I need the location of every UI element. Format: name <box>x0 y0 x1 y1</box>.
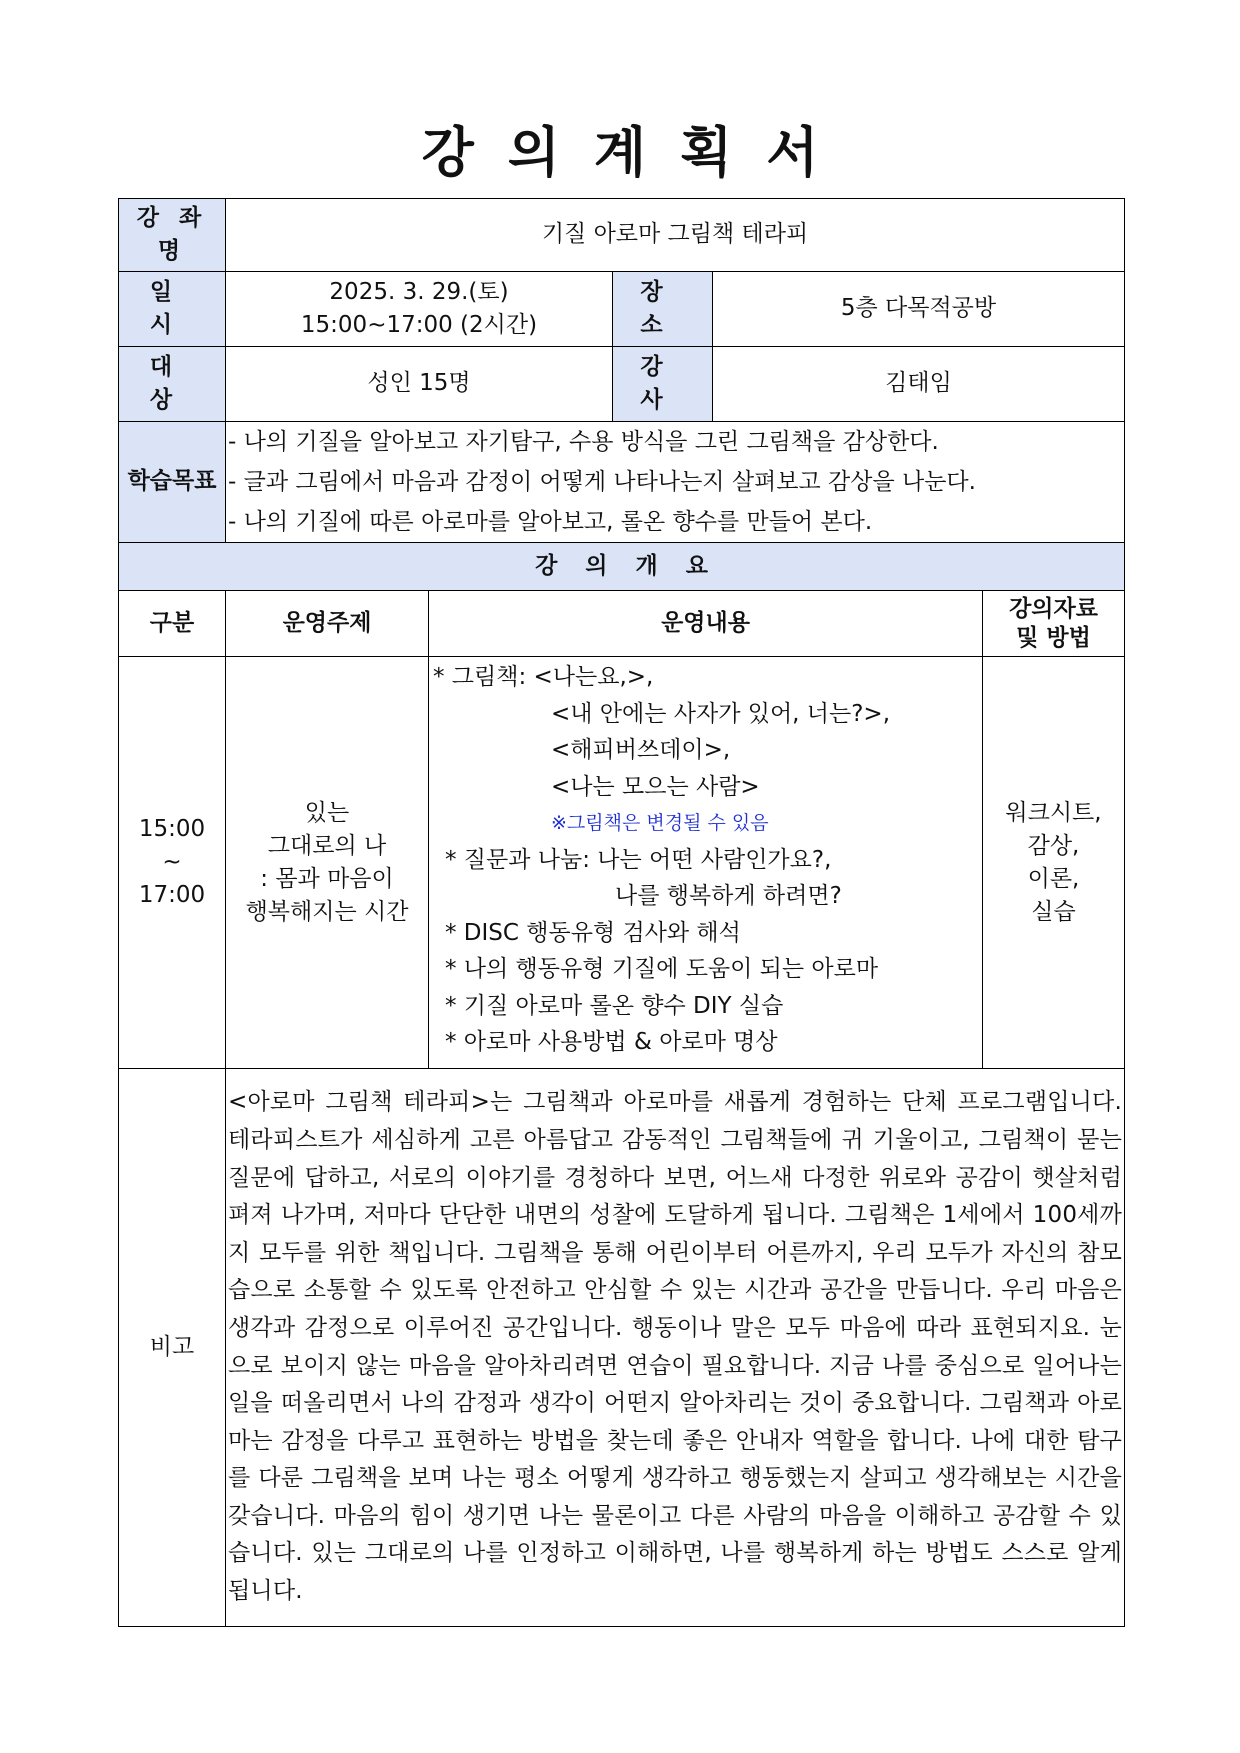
goal-item: - 나의 기질을 알아보고 자기탐구, 수용 방식을 그린 그림책을 감상한다. <box>228 429 939 455</box>
instructor-label: 강 사 <box>613 347 713 422</box>
content-bullet: * 나의 행동유형 기질에 도움이 되는 아로마 <box>445 956 879 982</box>
overview-column-header-row <box>119 591 1125 657</box>
goals-list <box>226 422 1125 543</box>
course-row <box>119 199 1125 272</box>
goal-item: - 나의 기질에 따른 아로마를 알아보고, 롤온 향수를 만들어 본다. <box>228 509 873 535</box>
col-division: 구분 <box>119 591 226 657</box>
time-end: 17:00 <box>138 882 206 908</box>
place-label: 장 소 <box>613 272 713 347</box>
remarks-label: 비고 <box>119 1069 226 1627</box>
content-book: <해피버쓰데이>, <box>551 737 731 763</box>
remarks-row <box>119 1069 1125 1627</box>
goals-row <box>119 422 1125 543</box>
lecture-plan-table <box>118 198 1125 1627</box>
content-book: <내 안에는 사자가 있어, 너는?>, <box>551 700 891 727</box>
content-cell <box>429 657 983 1069</box>
topic-line: 있는 <box>304 799 350 826</box>
content-question: * 질문과 나눔: 나는 어떤 사람인가요?, <box>445 846 832 873</box>
instructor-value: 김태임 <box>713 347 1125 422</box>
topic-line: : 몸과 마음이 <box>260 865 394 892</box>
content-book: <나는 모으는 사람> <box>551 773 760 800</box>
content-bullet: * DISC 행동유형 검사와 해석 <box>445 919 741 946</box>
course-value: 기질 아로마 그림책 테라피 <box>226 199 1125 272</box>
materials-line: 이론, <box>1027 865 1080 892</box>
col-materials-line: 강의자료 <box>1009 595 1098 622</box>
materials-line: 감상, <box>1027 832 1080 859</box>
topic-line: 행복해지는 시간 <box>245 898 409 925</box>
content-question: 나를 행복하게 하려면? <box>615 883 842 909</box>
date-line: 2025. 3. 29.(토) <box>329 278 509 305</box>
target-label: 대 상 <box>119 347 226 422</box>
col-materials-line: 및 방법 <box>1016 624 1091 651</box>
content-bullet: * 아로마 사용방법 & 아로마 명상 <box>445 1029 778 1055</box>
topic-line: 그대로의 나 <box>267 832 387 859</box>
overview-heading: 강의개요 <box>119 543 1125 591</box>
content-bullet: * 기질 아로마 롤온 향수 DIY 실습 <box>445 992 784 1019</box>
time-cell <box>119 657 226 1069</box>
materials-cell <box>983 657 1125 1069</box>
target-instructor-row <box>119 347 1125 422</box>
time-separator: ~ <box>162 849 182 875</box>
remarks-text: <아로마 그림책 테라피>는 그림책과 아로마를 새롭게 경험하는 단체 프로그램입니다. 테라피스트가 세심하게 고른 아름답고 감동적인 그림책들에 귀 기울이고, 그림책이 묻는 질문에 답하고, 서로의 이야기를 경청하다 보면, 어느새 다정한 위로와 공감이 햇살처럼 펴져 나가며, 저마다 단단한 내면의 성찰에 도달하게 됩니다. 그림책은 1세에서 100세까지 모두를 위한 책입니다. 그림책을 통해 어린이부터 어른까지, 우리 모두가 자신의 참모습으로 소통할 수 있도록 안전하고 안심할 수 있는 시간과 공간을 만듭니다. 우리 마음은 생각과 감정으로 이루어진 공간입니다. 행동이나 말은 모두 마음에 따라 표현되지요. 눈으로 보이지 않는 마음을 알아차리려면 연습이 필요합니다. 지금 나를 중심으로 일어나는 일을 떠올리면서 나의 감정과 생각이 어떤지 알아차리는 것이 중요합니다. 그림책과 아로마는 감정을 다루고 표현하는 방법을 찾는데 좋은 안내자 역할을 합니다. 나에 대한 탐구를 다룬 그림책을 보며 나는 평소 어떻게 생각하고 행동했는지 살피고 생각해보는 시간을 갖습니다. 마음의 힘이 생기면 나는 물론이고 다른 사람의 마음을 이해하고 공감할 수 있습니다. 있는 그대로의 나를 인정하고 이해하면, 나를 행복하게 하는 방법도 스스로 알게 됩니다. <box>226 1069 1125 1627</box>
time-start: 15:00 <box>138 816 206 842</box>
date-value <box>226 272 613 347</box>
content-book-note: ※그림책은 변경될 수 있음 <box>551 812 769 834</box>
goal-item: - 글과 그림에서 마음과 감정이 어떻게 나타나는지 살펴보고 감상을 나눈다. <box>228 469 976 495</box>
date-label: 일 시 <box>119 272 226 347</box>
content-book-label: * 그림책: <나는요,>, <box>433 664 654 690</box>
overview-heading-row <box>119 543 1125 591</box>
col-topic: 운영주제 <box>226 591 429 657</box>
time-line: 15:00~17:00 (2시간) <box>300 312 538 338</box>
topic-cell <box>226 657 429 1069</box>
target-value: 성인 15명 <box>226 347 613 422</box>
materials-line: 실습 <box>1031 898 1076 925</box>
course-label: 강 좌 명 <box>119 199 226 272</box>
goals-label: 학습목표 <box>119 422 226 543</box>
col-materials <box>983 591 1125 657</box>
date-place-row <box>119 272 1125 347</box>
place-value: 5층 다목적공방 <box>713 272 1125 347</box>
materials-line: 워크시트, <box>1005 799 1102 826</box>
overview-content-row <box>119 657 1125 1069</box>
col-content: 운영내용 <box>429 591 983 657</box>
page-title: 강의계획서 <box>421 121 853 184</box>
